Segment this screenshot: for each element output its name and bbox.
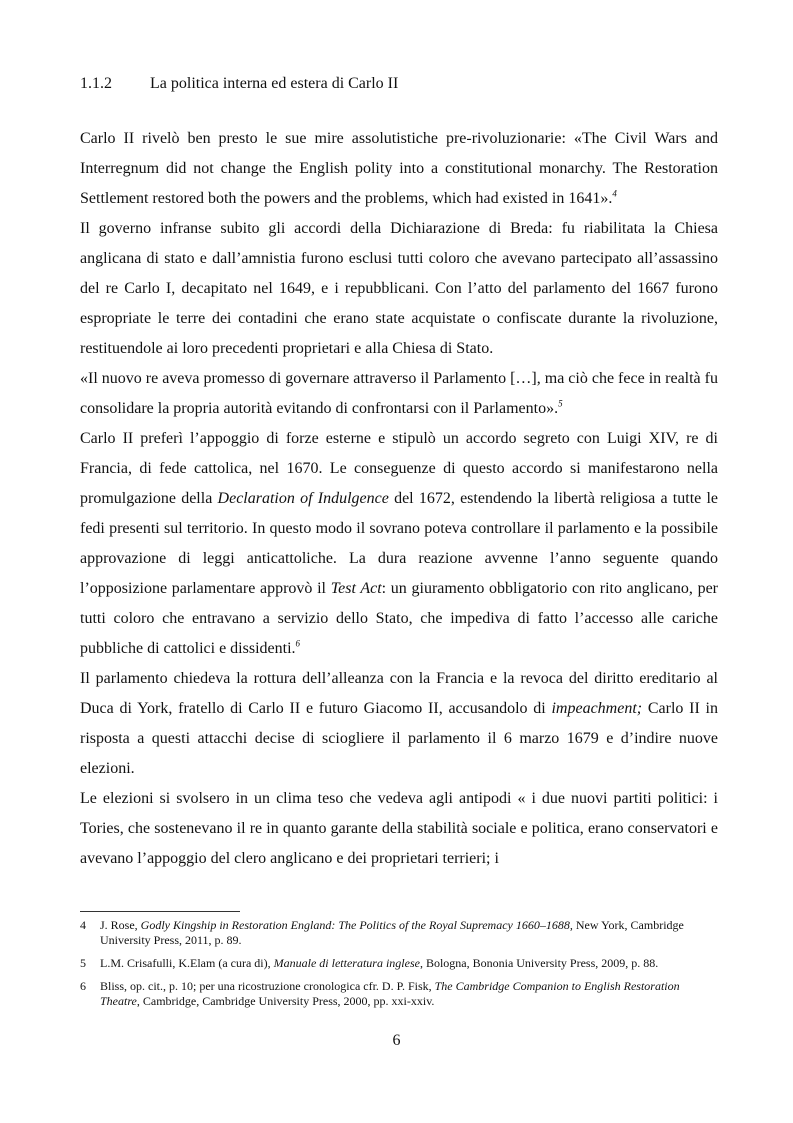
paragraph-text: Carlo II preferì l’appoggio di forze esterne e stipulò un accordo segreto con Luigi XIV, re di Francia, di fede cattolica, nel 1670. Le conseguenze di questo accordo si manifestarono nella promulgazione della bbox=[80, 430, 718, 507]
paragraph-4 bbox=[80, 424, 718, 664]
footnote-number: 6 bbox=[80, 979, 86, 993]
paragraph-text: «Il nuovo re aveva promesso di governare attraverso il Parlamento […], ma ciò che fece in realtà fu consolidare la propria autorità evitando di confrontarsi con il Parlamento». bbox=[80, 370, 718, 417]
footnote-text: Bliss, op. cit., p. 10; per una ricostruzione cronologica cfr. D. P. Fisk, The Cambridge Companion to English Restoration Theatre, Cambridge, Cambridge University Press, 2000, pp. xxi-xxiv. bbox=[100, 979, 680, 1008]
footnotes bbox=[80, 918, 720, 1017]
italic-title: Test Act bbox=[330, 580, 382, 597]
italic-term: impeachment; bbox=[551, 700, 643, 717]
footnote-4 bbox=[80, 918, 720, 948]
footnote-separator bbox=[80, 911, 240, 912]
paragraph-5 bbox=[80, 664, 718, 784]
footnote-text: L.M. Crisafulli, K.Elam (a cura di), Manuale di letteratura inglese, Bologna, Bononia University Press, 2009, p. 88. bbox=[100, 956, 659, 970]
paragraph-text: Il parlamento chiedeva la rottura dell’alleanza con la Francia e la revoca del diritto ereditario al Duca di York, fratello di Carlo II e futuro Giacomo II, accusandolo di bbox=[80, 670, 718, 717]
footnote-number: 4 bbox=[80, 918, 86, 932]
footnote-ref-4[interactable]: 4 bbox=[612, 188, 617, 199]
section-title: La politica interna ed estera di Carlo II bbox=[150, 75, 399, 92]
paragraph-text: Carlo II rivelò ben presto le sue mire assolutistiche pre-rivoluzionarie: «The Civil Wars and Interregnum did not change the English polity into a constitutional monarchy. The Restoration Settlement restored both the powers and the problems, which had existed in 1641». bbox=[80, 130, 718, 207]
paragraph-2 bbox=[80, 214, 718, 364]
footnote-5 bbox=[80, 956, 720, 971]
paragraph-text: Le elezioni si svolsero in un clima teso che vedeva agli antipodi « i due nuovi partiti politici: i Tories, che sostenevano il re in quanto garante della stabilità sociale e politica, erano conservatori e avevano l’appoggio del clero anglicano e dei proprietari terrieri; i bbox=[80, 790, 718, 867]
paragraph-1 bbox=[80, 124, 718, 214]
section-number: 1.1.2 bbox=[80, 75, 112, 92]
paragraph-text: : un giuramento obbligatorio con rito anglicano, per tutti coloro che entravano a servizio dello Stato, che impediva di fatto l’accesso alle cariche pubbliche di cattolici e dissidenti. bbox=[80, 580, 719, 657]
footnote-text: J. Rose, Godly Kingship in Restoration England: The Politics of the Royal Supremacy 1660–1688, New York, Cambridge University Press, 2011, p. 89. bbox=[100, 918, 684, 947]
italic-title: Declaration of Indulgence bbox=[217, 490, 389, 507]
paragraph-text: Il governo infranse subito gli accordi della Dichiarazione di Breda: fu riabilitata la Chiesa anglicana di stato e dall’amnistia furono esclusi tutti coloro che avevano partecipato all’assassino del re Carlo I, decapitato nel 1649, e i repubblicani. Con l’atto del parlamento del 1667 furono espropriate le terre dei contadini che erano state acquistate o confiscate durante la rivoluzione, restituendole ai loro precedenti proprietari e alla Chiesa di Stato. bbox=[80, 220, 718, 357]
body-text bbox=[80, 124, 718, 874]
footnote-6 bbox=[80, 979, 720, 1009]
paragraph-text: Carlo II in risposta a questi attacchi decise di sciogliere il parlamento il 6 marzo 1679 e d’indire nuove elezioni. bbox=[80, 700, 718, 777]
paragraph-text: del 1672, estendendo la libertà religiosa a tutte le fedi presenti sul territorio. In questo modo il sovrano poteva controllare il parlamento e la possibile approvazione di leggi anticattoliche. La dura reazione avvenne l’anno seguente quando l’opposizione parlamentare approvò il bbox=[80, 490, 719, 597]
footnote-number: 5 bbox=[80, 956, 86, 970]
paragraph-3 bbox=[80, 364, 718, 424]
section-heading bbox=[80, 74, 398, 94]
footnote-ref-5[interactable]: 5 bbox=[558, 398, 563, 409]
page-number: 6 bbox=[392, 1032, 401, 1049]
paragraph-6 bbox=[80, 784, 718, 874]
footnote-ref-6[interactable]: 6 bbox=[295, 638, 301, 649]
